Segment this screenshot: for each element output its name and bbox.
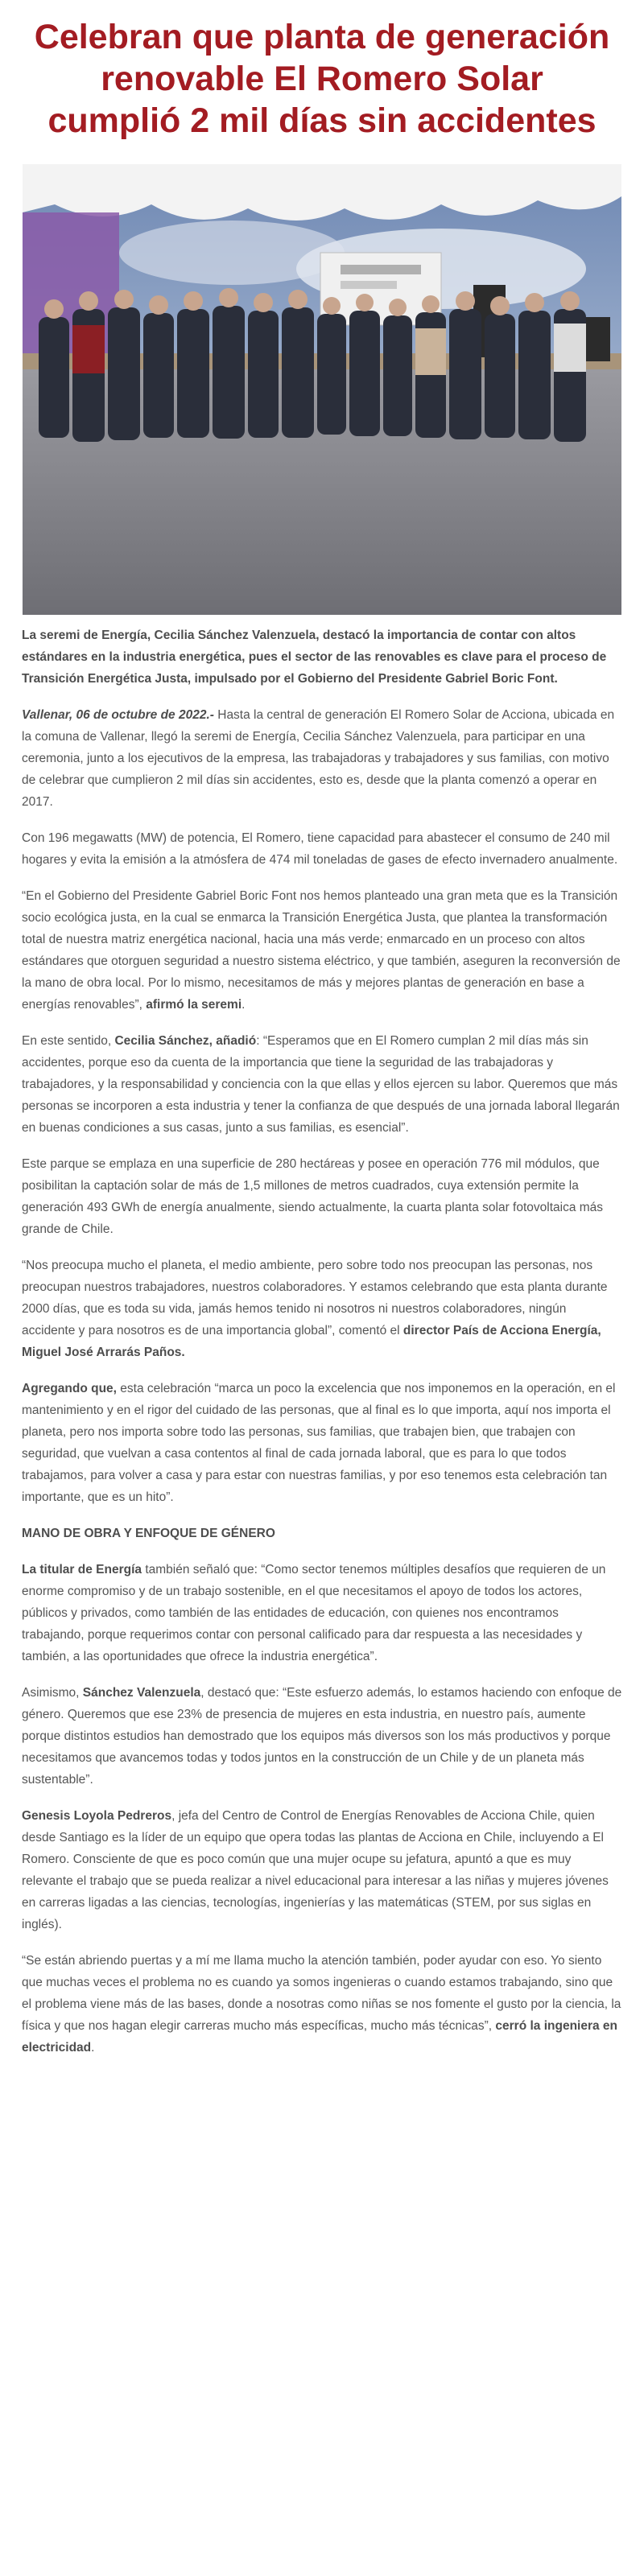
article-photo <box>23 164 621 615</box>
paragraph-text: también señaló que: “Como sector tenemos múltiples desafíos que requieren de un enorme compromiso y de un trabajo sostenible, en el que necesitamos el apoyo de todos los actores, públicos y privados, como también de las entidades de educación, con quienes nos encontramos trabajando, porque requerimos contar con personal calificado para dar respuesta a las necesidades y también, a las oportunidades que ofrece la industria energética”. <box>22 1563 606 1663</box>
paragraph-3 <box>22 885 622 1016</box>
paragraph-11 <box>22 1950 622 2059</box>
paragraph-text: , destacó que: “Este esfuerzo además, lo estamos haciendo con enfoque de género. Queremos que ese 23% de presencia de mujeres en esta industria, en nuestro país, aumente porque distintos estudios han demostrado que los equipos más diversos son los más productivos y porque necesitamos que avancemos todas y todos juntos en la construcción de un Chile y de un planeta más sustentable”. <box>22 1686 622 1787</box>
attribution: afirmó la seremi <box>146 998 242 1012</box>
article-title: Celebran que planta de generación renovable El Romero Solar cumplió 2 mil días sin accidentes <box>34 18 610 140</box>
attribution: cerró la ingeniera en electricidad <box>22 2019 618 2055</box>
article-body <box>0 624 644 2059</box>
paragraph-8 <box>22 1559 622 1667</box>
attribution: Sánchez Valenzuela <box>82 1686 201 1700</box>
paragraph-7 <box>22 1378 622 1508</box>
paragraph-1 <box>22 704 622 813</box>
paragraph-5: Este parque se emplaza en una superficie de 280 hectáreas y posee en operación 776 mil módulos, que posibilitan la captación solar de más de 1,5 millones de metros cuadrados, cuya extensión permite la generación 493 GWh de energía anualmente, siendo actualmente, la cuarta planta solar fotovoltaica más grande de Chile. <box>22 1157 604 1236</box>
dateline: Vallenar, 06 de octubre de 2022.- <box>22 708 214 722</box>
attribution: Genesis Loyola Pedreros <box>22 1809 172 1823</box>
paragraph-text: Hasta la central de generación El Romero Solar de Acciona, ubicada en la comuna de Vallenar, llegó la seremi de Energía, Cecilia Sánchez Valenzuela, para participar en una ceremonia, junto a los ejecutivos de la empresa, las trabajadoras y trabajadores y sus familias, con motivo de celebrar que cumplieron 2 mil días sin accidentes, esto es, desde que la planta comenzó a operar en 2017. <box>22 708 615 809</box>
article-lead: La seremi de Energía, Cecilia Sánchez Valenzuela, destacó la importancia de contar con altos estándares en la industria energética, pues el sector de las renovables es clave para el proceso de Transición Energética Justa, impulsado por el Gobierno del Presidente Gabriel Boric Font. <box>22 629 607 686</box>
paragraph-text: “Se están abriendo puertas y a mí me llama mucho la atención también, poder ayudar con eso. Yo siento que muchas veces el problema no es cuando ya somos ingenieras o cuando estamos trabajando, sino que el problema viene más de las bases, donde a nosotras como niñas se nos fomente el gusto por la ciencia, la física y que nos hagan elegir carreras mucho más específicas, mucho más técnicas”, <box>22 1954 621 2033</box>
section-heading: MANO DE OBRA Y ENFOQUE DE GÉNERO <box>22 1527 275 1540</box>
paragraph-text: esta celebración “marca un poco la excelencia que nos imponemos en la operación, en el mantenimiento y en el rigor del cuidado de las personas, que al final es lo que importa, aquí nos importa el planeta, pero nos importa sobre todo las personas, sus familias, que trabajen bien, que trabajen con seguridad, que vuelvan a casa contentos al final de cada jornada laboral, que es para lo que todos trabajamos, para volver a casa y para estar con nuestras familias, y por eso tenemos esta celebración tan importante, que es un hito”. <box>22 1382 616 1504</box>
paragraph-10 <box>22 1805 622 1935</box>
attribution: director País de Acciona Energía, Miguel José Arrarás Paños. <box>22 1324 601 1359</box>
paragraph-6 <box>22 1255 622 1363</box>
attribution: Cecilia Sánchez, añadió <box>114 1034 257 1048</box>
paragraph-text: , jefa del Centro de Control de Energías Renovables de Acciona Chile, quien desde Santiago es la líder de un equipo que opera todas las plantas de Acciona en Chile, incluyendo a El Romero. Consciente de que es poco común que una mujer ocupe su jefatura, apuntó a que es muy relevante el trabajo que se pueda realizar a nivel educacional para interesar a las niñas y mujeres jóvenes en carreras ligadas a las ciencias, tecnologías, ingenierías y las matemáticas (STEM, por sus siglas en inglés). <box>22 1809 609 1931</box>
paragraph-text: En este sentido, <box>22 1034 115 1048</box>
paragraph-text: “En el Gobierno del Presidente Gabriel Boric Font nos hemos planteado una gran meta que es la Transición socio ecológica justa, en la cual se enmarca la Transición Energética Justa, que plantea la transformación total de nuestra matriz energética nacional, hacia una más verde; enmarcado en un proceso con altos estándares que otorguen seguridad a nuestro sistema eléctrico, y que también, aseguren la reconversión de la mano de obra local. Por lo mismo, necesitamos de más y mejores plantas de generación en base a energías renovables”, <box>22 889 621 1012</box>
attribution: La titular de Energía <box>22 1563 142 1577</box>
paragraph-2: Con 196 megawatts (MW) de potencia, El Romero, tiene capacidad para abastecer el consumo de 240 mil hogares y evita la emisión a la atmósfera de 474 mil toneladas de gases de efecto invernadero anualmente. <box>22 831 618 867</box>
paragraph-text: : “Esperamos que en El Romero cumplan 2 mil días más sin accidentes, porque eso da cuenta de la importancia que tiene la seguridad de las trabajadoras y trabajadores, y la responsabilidad y conciencia con la que ellas y ellos ejercen su labor. Queremos que más personas se incorporen a esta industria y tener la confianza de que después de una jornada laboral llegarán en buenas condiciones a sus casas, junto a sus familias, es esencial”. <box>22 1034 620 1135</box>
paragraph-end: . <box>91 2041 95 2055</box>
paragraph-text: Asimismo, <box>22 1686 83 1700</box>
paragraph-4 <box>22 1030 622 1139</box>
paragraph-end: . <box>242 998 246 1012</box>
paragraph-9 <box>22 1682 622 1791</box>
attribution: Agregando que, <box>22 1382 117 1395</box>
paragraph-text: “Nos preocupa mucho el planeta, el medio ambiente, pero sobre todo nos preocupan las personas, nos preocupan nuestros trabajadores, nuestros colaboradores. Y estamos celebrando que esta planta durante 2000 días, que es toda su vida, jamás hemos tenido ni nosotros ni nuestros colaboradores, ningún accidente y para nosotros es de una importancia global”, comentó el <box>22 1259 608 1337</box>
